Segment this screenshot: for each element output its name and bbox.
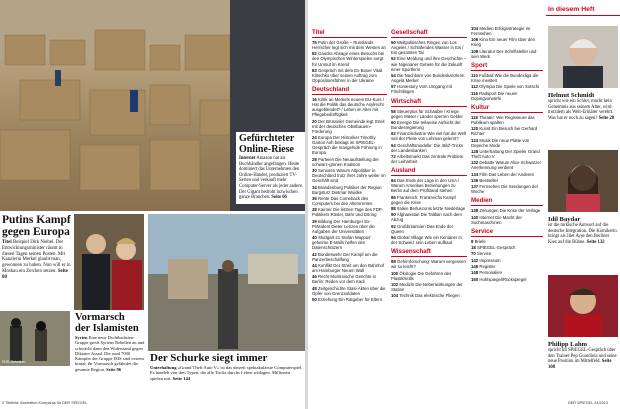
gta-text-block (150, 352, 304, 381)
schmidt-caption: Helmut Schmidt spricht wie ein Schlot, macht kein Geheimnis aus seinem Alter, wird trotzdem als Welt-Erklärer verehrt. Was hat er noch zu sagen? Seite 28 (548, 92, 615, 121)
page-gutter (305, 0, 308, 409)
toc-page-number: 83 (312, 67, 317, 73)
right-footer: DER SPIEGEL 44/2013 (568, 401, 608, 405)
toc-page-number: 50 (312, 297, 317, 303)
toc-section-heading: Sport (471, 62, 543, 71)
toc-page-number: 18 (471, 245, 476, 251)
toc-entry[interactable] (391, 154, 467, 164)
toc-page-number: 137 (471, 184, 479, 190)
toc-entry[interactable] (391, 206, 467, 211)
toc-page-number: 92 (391, 223, 396, 229)
feature-headline-2: Online-Riese (239, 144, 294, 155)
toc-entry-text: Senioren Warum Altpolitiker in Deutschland trotz ihrer Jahre weiter im Geschäft sind (312, 168, 386, 184)
toc-entry-text: Zeitgeschichte Stasi-Akten über die Opfer von Grenzsoldaten (312, 285, 386, 296)
toc-page-number: 138 (471, 208, 479, 214)
left-page (0, 0, 305, 409)
toc-entry-text: Das Ende der Lüge in den USA / Warum Amerikas Beziehungen zu Berlin auf dem Prüfstand stehen (391, 178, 460, 194)
toc-entry-text: Fernsehen Die Sendungen der Woche (471, 184, 539, 195)
toc-entry[interactable] (391, 195, 467, 205)
warehouse-photo (0, 0, 305, 211)
toc-entry[interactable] (312, 286, 387, 296)
toc-page-number: 76 (312, 40, 317, 45)
toc-entry[interactable] (471, 172, 543, 177)
toc-page-number: 104 (471, 26, 479, 31)
toc-entry-text: Rente Das Comeback des Computers bei den Altersrenten (312, 195, 373, 207)
toc-page-number: 104 (391, 293, 399, 299)
toc-page-number: 134 (471, 171, 479, 177)
toc-entry-text: Service (476, 251, 492, 257)
toc-entry[interactable] (471, 215, 543, 225)
putin-text-block (2, 214, 72, 281)
toc-entry[interactable] (312, 263, 387, 273)
toc-entry[interactable] (391, 109, 467, 119)
toc-entry[interactable] (471, 37, 543, 47)
gta-body: Unterhaltung »Grand Theft Auto V« ist das derzeit spektakulärste Computerspiel. Es handelt von drei Typen, die alle Tricks durchs Leben schlagen. Millionen spielen mit. Seite 144 (150, 365, 303, 381)
sidebar-header: In diesem Heft (546, 0, 620, 16)
toc-page-number: 100 (391, 270, 399, 276)
toc-entry-text: Putin der Große – Russlands Herrscher legt sich mit dem Westen an (312, 40, 386, 51)
toc-page-number: 40 (312, 235, 317, 241)
toc-entry-text: Musik Die neue Platte von Depeche Mode (471, 137, 530, 148)
lahm-caption: Philipp Lahm spricht im SPIEGEL-Gespräch über den Trainer Pep Guardiola und seine neue Position im Mittelfeld. Seite 108 (548, 341, 617, 370)
toc-entry-text: Debatte Warum Alice Schwarzer Anerkennung verdient (471, 160, 542, 171)
toc-entry-text: Literatur Der Schriftsteller und sein Werk (471, 48, 537, 59)
toc-entry-text: Theater: Wie Regisseure das Publikum spalten (471, 114, 535, 125)
toc-entry-text: Bestseller (479, 177, 499, 183)
toc-column-1 (312, 26, 387, 303)
toc-page-number: 60 (391, 119, 396, 125)
toc-page-number: 124 (471, 137, 479, 143)
toc-entry[interactable] (312, 185, 387, 195)
toc-entry-text: SPIEGEL-Gespräch (476, 245, 516, 251)
toc-entry[interactable] (391, 212, 467, 222)
toc-page-number: 140 (471, 214, 479, 220)
toc-column-2 (391, 26, 467, 300)
toc-entry-text: Europa Der Historiker Timothy Garton Ash beklagt im SPIEGEL-Gespräch die mangelnde Führung in Europa (312, 135, 382, 156)
toc-column-3 (471, 26, 543, 283)
toc-entry[interactable] (391, 143, 467, 153)
toc-entry[interactable] (391, 271, 467, 281)
toc-entry[interactable] (312, 219, 387, 234)
toc-entry-text: Finanzindustrie Wie viel hat die Welt seit der Pleite von Lehman gelernt? (391, 131, 467, 142)
toc-entry-text: Recht Muslimische Gerichte in Berlin: Reden vor dem Kadi (312, 274, 377, 285)
toc-entry-text: Geschäftsmodelle: Die ‚Bild'-Tricks der Landesbanken (391, 142, 464, 153)
toc-page-number: 64 (391, 142, 396, 148)
toc-entry-text: Großbritannien Das Ende der Queen (391, 223, 454, 234)
toc-entry[interactable] (471, 26, 543, 36)
toc-section-heading: Deutschland (312, 86, 387, 95)
toc-entry-text: Register (479, 264, 496, 269)
toc-entry[interactable] (391, 73, 467, 83)
toc-entry[interactable] (391, 259, 467, 269)
toc-entry-text: Film Das Leben der Anderen (479, 171, 535, 177)
toc-page-number: 50 (391, 40, 396, 45)
putin-headline-1: Putins Kampf (2, 214, 71, 226)
toc-page-number: 118 (471, 114, 478, 120)
toc-entry[interactable] (312, 40, 387, 50)
toc-entry[interactable] (391, 84, 467, 94)
toc-entry-text: Parteien Die Neuaufstellung der schwarz-grünen Koalition (312, 156, 379, 167)
toc-entry[interactable] (471, 73, 543, 83)
toc-entry[interactable] (391, 235, 467, 245)
toc-entry[interactable] (312, 235, 387, 250)
toc-page-number: 148 (471, 270, 479, 276)
toc-entry-text: Technik Das elektrische Fliegen (399, 293, 460, 299)
toc-page-number: 30 (312, 168, 317, 174)
toc-page-number: 82 (312, 51, 317, 57)
toc-entry[interactable] (312, 297, 387, 302)
toc-page-number: 28 (312, 156, 317, 162)
toc-entry-text: Medien Erfolgsstrategie im Fernsehen (471, 26, 531, 37)
toc-page-number: 8 (471, 238, 474, 244)
toc-entry-text: Homestory Vom Umgang mit Flüchtlingen (391, 84, 452, 95)
toc-entry-text: Gehirnforschung: Warum vergessen wir so leicht? (391, 259, 466, 270)
toc-page-number: 42 (312, 251, 317, 257)
toc-entry[interactable] (312, 157, 387, 167)
lahm-photo (548, 275, 618, 337)
toc-entry[interactable] (471, 270, 543, 275)
isis-photo (0, 311, 70, 366)
toc-page-number: 20 (312, 118, 317, 124)
toc-entry[interactable] (312, 119, 387, 134)
syria-headline-1: Vormarsch (75, 312, 125, 323)
toc-entry-text: Briefe (474, 238, 486, 244)
feature-text-block (236, 132, 305, 204)
toc-entry-text: Eine Meldung und ihre Geschichte – wie Nigerianer Gebete für die Zukunft einer Sportlerin (391, 56, 467, 72)
toc-entry-text: Kunst Ein Besuch bei Gerhard Richter (471, 126, 538, 137)
toc-page-number: 142 (471, 257, 479, 263)
toc-entry[interactable] (391, 293, 467, 298)
toc-entry-text: Unterhaltung Der Spieler Grand Theft Auto V (471, 148, 540, 159)
toc-entry-text: Steuerplus für Schäuble / Kriege gegen Mieter / Länder sperren Gelder (391, 108, 463, 119)
toc-entry[interactable] (471, 138, 543, 148)
syria-text-block (75, 312, 145, 372)
toc-page-number: 146 (471, 264, 479, 269)
toc-page-number: 136 (471, 177, 479, 183)
toc-entry[interactable] (391, 282, 467, 292)
toc-entry[interactable] (312, 68, 387, 83)
toc-entry[interactable] (471, 251, 543, 256)
toc-entry[interactable] (391, 131, 467, 141)
toc-entry-text: Bildung Der Hamburger Ex-Präsident Dieter Lenzen über die Aufgaben der Universitäten (312, 218, 375, 234)
toc-entry-text: Kairoer Die letzten Tage des FDP-Politikers Rösler, Bahr und Döring (312, 207, 384, 218)
toc-entry-text: Kino Ein neuer Film über den Krieg (471, 37, 536, 48)
syria-body: Syrien Eine neue Dschihadisten-Gruppe greift Syriens Rebellen an und schwächt dann den Widerstand gegen Diktator Assad. Die rund 7000 Kämpfer der Gruppe ISIS sind extrem brutal, ihr Vormarsch gefährdet die gesamte Region. Seite 96 (75, 335, 145, 372)
toc-page-number: 84 (391, 178, 396, 184)
toc-page-number: 62 (391, 131, 396, 137)
toc-page-number: 98 (391, 259, 396, 265)
toc-entry[interactable] (391, 56, 467, 71)
toc-entry[interactable] (471, 91, 543, 101)
toc-entry[interactable] (312, 51, 387, 66)
toc-page-number: 150 (471, 276, 479, 282)
toc-entry-text: Hohlspiegel/Rückspiegel (479, 276, 527, 282)
baydar-photo (548, 150, 618, 212)
toc-entry[interactable] (471, 84, 543, 89)
toc-page-number: 39 (312, 218, 317, 224)
toc-entry[interactable] (471, 149, 543, 159)
toc-entry[interactable] (471, 239, 543, 244)
toc-page-number: 94 (391, 235, 396, 241)
toc-section-heading: Kultur (471, 104, 543, 113)
toc-entry[interactable] (471, 264, 543, 269)
toc-page-number: 86 (391, 194, 396, 200)
toc-section-heading: Medien (471, 197, 543, 206)
toc-entry[interactable] (471, 115, 543, 125)
toc-entry-text: Brandenburg Politiker der Region Burgsturz Dietmar Woidke (312, 184, 382, 195)
toc-entry[interactable] (471, 178, 543, 183)
schmidt-photo (548, 26, 618, 88)
toc-entry[interactable] (312, 97, 387, 117)
toc-entry-text: Gaucks Absage eines Besuchs bei den Olympischen Winterspielen sorgt für Unmut im Kreml (312, 51, 385, 67)
toc-entry[interactable] (471, 245, 543, 250)
toc-entry-text: Kritik an Merkels neuem EU-Kurs / Hat die Politik das deutsche Asylrecht ausgeblendet? / Leben im Alter mit Pflegebedürftigkeit (312, 97, 384, 118)
sidebar (546, 0, 620, 409)
toc-page-number: 38 (312, 207, 317, 213)
toc-entry-text: Stuttgart 21 Stefan Mappus' geheime E-Mails helfen den Datenschützern (312, 235, 372, 251)
toc-page-number: 44 (312, 263, 317, 268)
toc-page-number: 58 (391, 108, 396, 114)
putin-headline-2: gegen Europa (2, 226, 70, 238)
toc-entry-text: Die Nachbarn von Bundeskanzlerin Angela Merkel (391, 72, 465, 84)
toc-entry[interactable] (471, 258, 543, 263)
toc-entry[interactable] (312, 274, 387, 284)
toc-entry-text: Afghanistan Die Taliban nach dem Abzug (391, 212, 462, 223)
toc-page-number: 112 (471, 84, 478, 90)
toc-page-number: 72 (391, 154, 396, 159)
toc-entry-text: Frankreich: Frankreichs Kampf gegen die Krise (391, 194, 456, 205)
toc-page-number: 102 (391, 282, 399, 287)
toc-entry-text: Arbeitsmarkt Das zentrale Problem der Leiharbeit (391, 154, 464, 165)
toc-entry-text: Personalien (479, 270, 503, 276)
toc-entry-text: Gespräch mit dem Ex-Boxer Vitali Klitschko über seinen Auftrag zum Oppositionsführer in der Ukraine (312, 67, 383, 84)
toc-entry[interactable] (471, 49, 543, 59)
toc-entry[interactable] (471, 184, 543, 194)
toc-entry-text: Olympia Die Spiele von Sotschi (479, 84, 540, 90)
toc-entry[interactable] (312, 196, 387, 206)
toc-entry[interactable] (471, 208, 543, 213)
toc-entry-text: Ökologie Die Gefahren des Plastikmülls (391, 270, 452, 281)
toc-page-number: 24 (312, 135, 317, 141)
toc-entry[interactable] (471, 277, 543, 282)
toc-entry-text: Weltpolitisches Ringen von Los Angeles / Schlafendes Wasser in Eis / Ein gesamtes Tal (391, 40, 464, 56)
feature-headline-1: Gefürchteter (239, 133, 295, 144)
toc-page-number: 106 (471, 37, 479, 43)
toc-entry-text: Medizin Die Nebenwirkungen der Statine (391, 282, 463, 293)
toc-entry[interactable] (312, 135, 387, 155)
toc-entry[interactable] (471, 126, 543, 136)
toc-entry[interactable] (312, 168, 387, 183)
toc-page-number: 90 (391, 212, 396, 218)
toc-entry-text: Impressum (479, 257, 501, 263)
toc-entry[interactable] (391, 40, 467, 55)
toc-page-number: 34 (312, 184, 317, 190)
toc-section-heading: Ausland (391, 167, 467, 176)
putin-merkel-photo (74, 214, 144, 310)
toc-entry[interactable] (471, 160, 543, 170)
toc-entry-text: Energie Die teilweise Aufsicht der Bundesregierung (391, 119, 461, 130)
toc-page-number: 48 (312, 285, 317, 291)
toc-page-number: 36 (312, 195, 317, 201)
toc-entry-text: Bundeswehr Der Kampf um die Panzerbeschaffung (312, 251, 378, 262)
gta-photo (148, 214, 305, 351)
toc-entry-text: Erziehung Ein Ratgeber für Eltern (317, 297, 383, 303)
toc-entry-text: Der Brüsseler Gemeinde legt Streit mit der deutschen Obstbauern-Förderung (312, 118, 385, 134)
toc-page-number: 70 (471, 251, 476, 257)
toc-page-number: 57 (391, 84, 396, 90)
toc-page-number: 88 (391, 206, 396, 212)
isis-caption: ISIS-Rebellen (2, 360, 26, 364)
toc-section-heading: Wirtschaft (391, 98, 467, 107)
toc-page-number: 54 (391, 72, 396, 78)
toc-page-number: 110 (471, 72, 478, 78)
toc-entry-text: Radsport Die neuen Dopingvorwürfe (471, 90, 518, 101)
baydar-caption: Idil Baydar ist die türkische Antwort auf die deutsche Integration. Die Komikerin bringt als Jilet Ayşe den Berliner Kiez auf die Bühne. Seite 132 (548, 216, 617, 245)
toc-page-number: 120 (471, 126, 479, 132)
toc-page-number: 16 (312, 97, 317, 103)
toc-entry[interactable] (391, 178, 467, 193)
toc-entry[interactable] (391, 224, 467, 234)
gta-headline: Der Schurke siegt immer (150, 352, 268, 364)
toc-entry-text: Global Village Wie ein Kenianer in der Schweiz sein Leben aufbaut (391, 235, 462, 246)
toc-entry-text: Internet Die Macht der Suchmaschinen (471, 214, 522, 225)
toc-page-number: 128 (471, 148, 479, 154)
toc-section-heading: Gesellschaft (391, 29, 467, 38)
toc-page-number: 132 (471, 160, 479, 166)
toc-section-heading: Service (471, 228, 543, 237)
toc-entry-text: Zeitungen Die Krise der Verlage (479, 208, 541, 214)
toc-entry-text: Fußball Wie die Bundesliga die Krise meistert (471, 72, 539, 84)
toc-entry-text: Italien Berlusconis letzte Niederlage (396, 206, 466, 212)
toc-page-number: 108 (471, 48, 479, 54)
putin-body: Titel Beispiel Dirk Niebel. Der Entwicklungsminister räumt in diesen Tagen seinen Posten. Mit Kanzlerin Merkel glaubt man, gewonnen zu haben. Nun will er in Moskau ein Zeichen setzen. Seite 80 (2, 240, 71, 280)
toc-section-heading: Titel (312, 29, 387, 38)
toc-entry[interactable] (391, 120, 467, 130)
toc-entry-text: Konflikt Der Streit um den Bahnhof am Hamburger Neuen Wall (312, 263, 385, 274)
toc-page-number: 52 (391, 56, 396, 62)
toc-entry[interactable] (312, 252, 387, 262)
left-footer: 2 Titelbild: Illustration Kompania für DER SPIEGEL (2, 401, 88, 405)
toc-entry[interactable] (312, 207, 387, 217)
syria-headline-2: der Islamisten (75, 323, 139, 334)
toc-page-number: 116 (471, 90, 478, 96)
toc-section-heading: Wissenschaft (391, 248, 467, 257)
toc-page-number: 46 (312, 274, 317, 280)
feature-body: Internet Amazon hat als Buchhändler angefangen. Heute dominiert das Unternehmen den Online-Handel, produziert TV-Serien und verkauft mehr Computer-Server als jeder andere. Der Gigant bedroht inzwischen ganze Branchen. Seite 66 (239, 156, 304, 201)
